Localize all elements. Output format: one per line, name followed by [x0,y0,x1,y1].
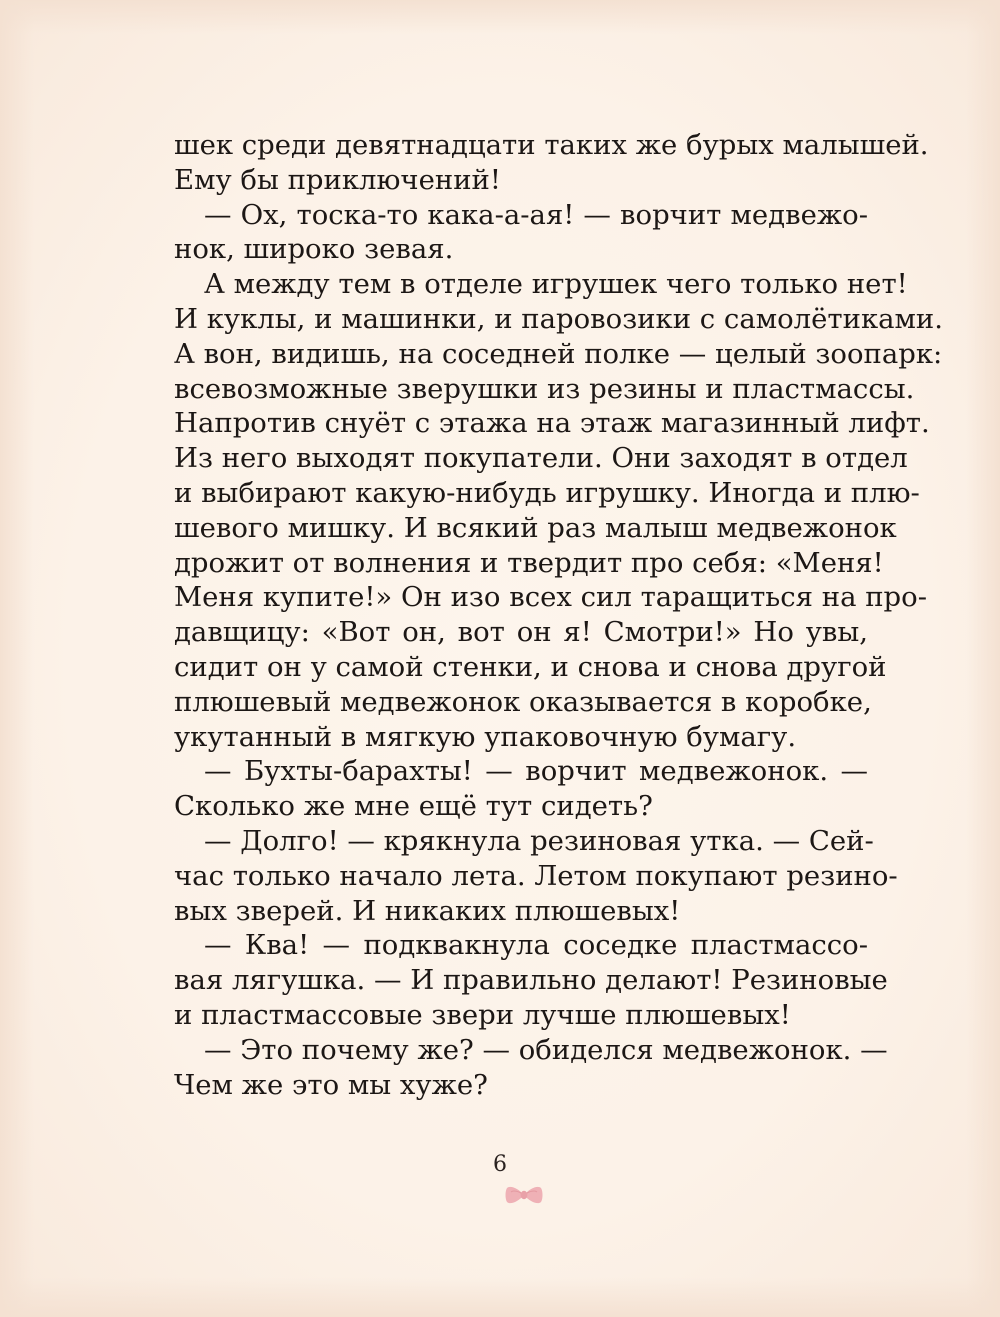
text-line: шевого мишку. И всякий раз малыш медвежонок [174,511,897,544]
text-line: Чем же это мы хуже? [174,1068,488,1101]
text-line: и выбирают какую-нибудь игрушку. Иногда и плю- [174,476,920,509]
text-line: всевозможные зверушки из резины и пластмассы. [174,372,915,405]
text-line: Меня купите!» Он изо всех сил таращиться на про- [174,581,928,614]
bow-icon [504,1183,544,1207]
text-line: укутанный в мягкую упаковочную бумагу. [174,720,797,753]
text-line: плюшевый медвежонок оказывается в коробке, [174,685,872,718]
text-line: Ему бы приключений! [174,163,501,196]
text-line: вых зверей. И никаких плюшевых! [174,894,681,927]
text-line: сидит он у самой стенки, и снова и снова другой [174,650,887,683]
page-number: 6 [493,1152,507,1177]
text-line: — Бухты-барахты! — ворчит медвежонок. — [204,755,868,788]
text-line: и пластмассовые звери лучше плюшевых! [174,998,791,1031]
text-line: шек среди девятнадцати таких же бурых малышей. [174,129,929,161]
text-line: дрожит от волнения и твердит про себя: «Меня! [174,546,884,579]
text-line: — Долго! — крякнула резиновая утка. — Сей- [204,824,874,857]
page-edge-right [966,0,1000,1317]
text-line: нок, широко зевая. [174,233,454,266]
text-line: А вон, видишь, на соседней полке — целый зоопарк: [174,337,943,370]
text-line: — Ох, тоска-то кака-а-ая! — ворчит медвежо- [204,198,868,231]
text-line: Из него выходят покупатели. Они заходят в отдел [174,442,908,475]
text-line: А между тем в отделе игрушек чего только нет! [204,268,908,301]
text-line: — Это почему же? — обиделся медвежонок. — [204,1033,888,1066]
page-edge-left [0,0,34,1317]
text-line: Сколько же мне ещё тут сидеть? [174,790,653,823]
text-line: И куклы, и машинки, и паровозики с самолётиками. [174,302,943,335]
page-edge-bottom [0,1277,1000,1317]
page-edge-top [0,0,1000,34]
text-line: давщицу: «Вот он, вот он я! Смотри!» Но увы, [174,616,868,649]
text-line: час только начало лета. Летом покупают резино- [174,859,898,892]
text-line: — Ква! — подквакнула соседке пластмассо- [204,929,868,962]
text-line: Напротив снуёт с этажа на этаж магазинный лифт. [174,407,930,440]
text-line: вая лягушка. — И правильно делают! Резиновые [174,964,888,997]
story-text [174,128,943,1102]
